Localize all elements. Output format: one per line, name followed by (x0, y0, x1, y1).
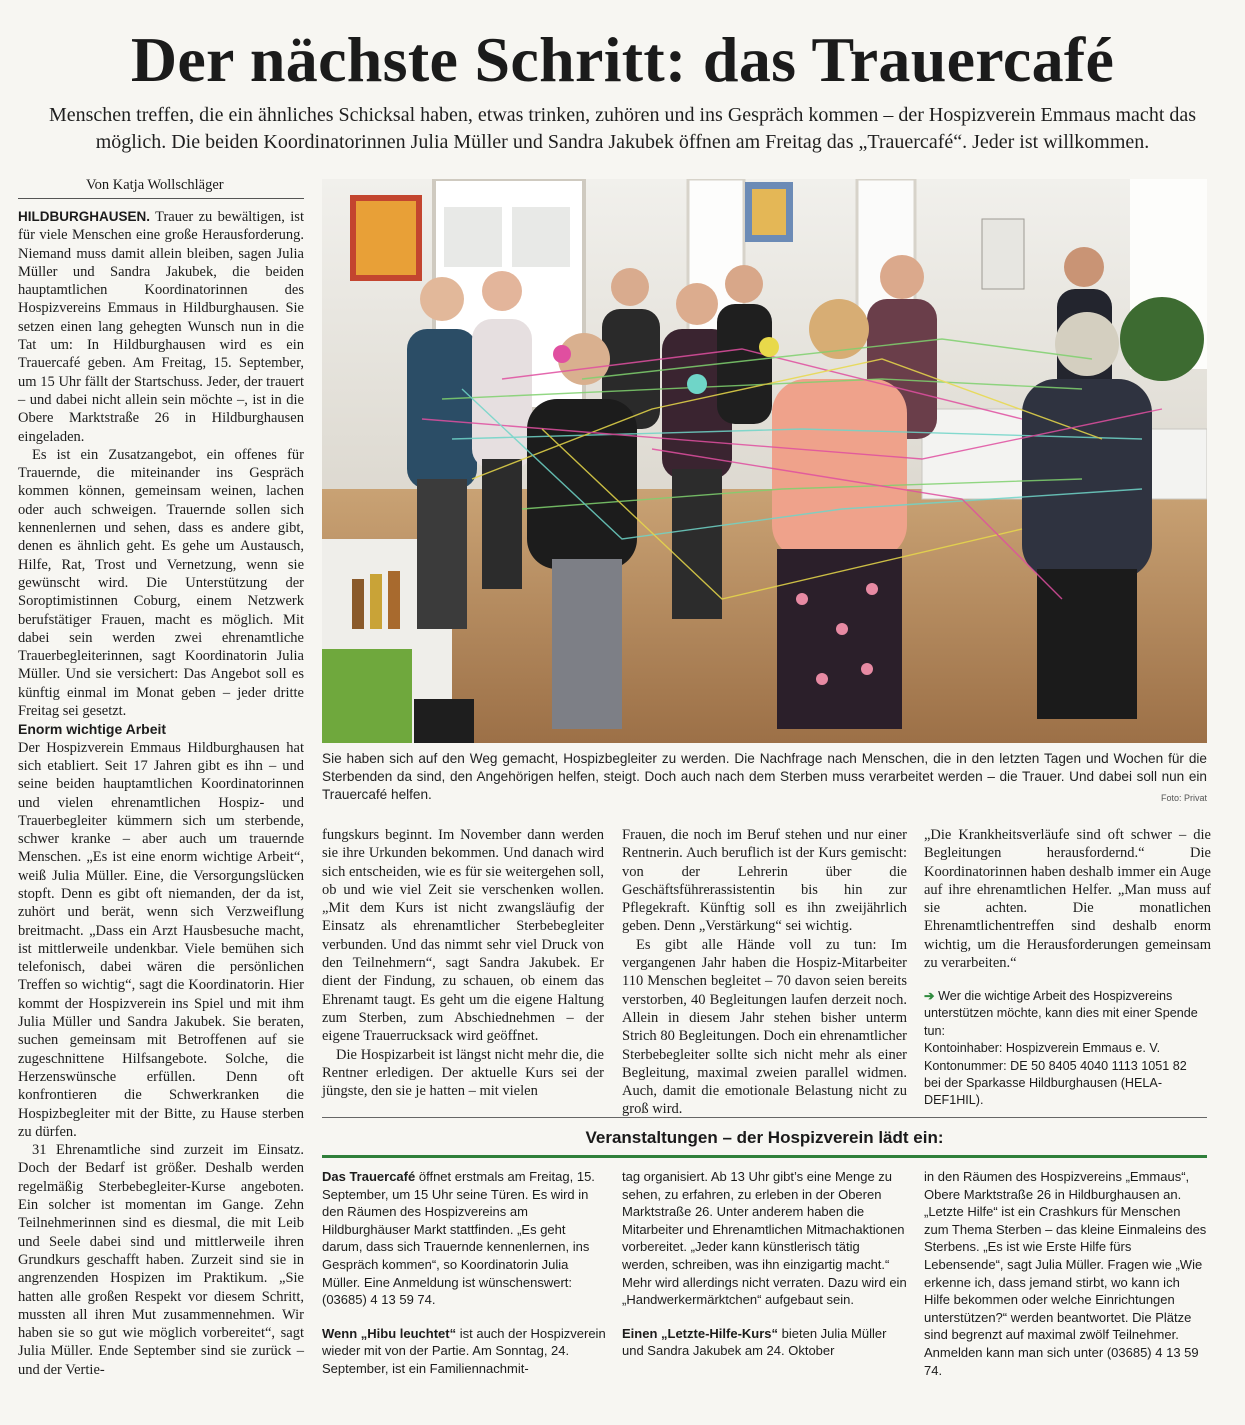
article-paragraph (18, 208, 304, 446)
article-paragraph: Es ist ein Zusatzangebot, ein offenes für Trauernde, die miteinander ins Gespräch kommen können, gemeinsam weinen, lachen oder auch schweigen. Trauernde sollen sich kennenlernen und sehen, dass es andere gibt, denen es ähnlich geht. Es gehe um Austausch, Hilfe, Rat, Trost und Vernetzung, wenn sie gewünscht wird. Die Unterstützung der Soroptimistinnen Coburg, einem Netzwerk berufstätiger Frauen, macht es möglich. Mit dabei sein werden zwei ehrenamtliche Trauerbegleiterinnen, sagt Koordinatorin Julia Müller. Und sie versichert: Das Angebot soll es künftig einmal im Monat geben – jeder dritte Freitag sei gesetzt. (18, 446, 304, 720)
event-title: Wenn „Hibu leuchtet“ (322, 1325, 457, 1341)
donation-intro-text: Wer die wichtige Arbeit des Hospizvereins unterstützen möchte, kann dies mit einer Spende tun: (924, 989, 1198, 1038)
article-paragraph: Die Hospizarbeit ist längst nicht mehr die, die Rentner erledigen. Der aktuelle Kurs sei der jüngste, den sie je hatten – mit vielen (322, 1046, 604, 1100)
group-photo-illustration (322, 179, 1207, 743)
event-text: bieten Julia Müller und Sandra Jakubek am 24. Oktober (622, 1325, 887, 1359)
donation-info-box (924, 988, 1214, 1110)
article-column-2 (322, 826, 604, 1100)
photo-caption: Sie haben sich auf den Weg gemacht, Hospizbegleiter zu werden. Die Nachfrage nach Menschen, die in den letzten Tagen und Wochen für die Sterbenden da sind, den Angehörigen helfen, steigt. Doch auch nach dem Sterben muss verarbeitet werden – die Trauer. Und dabei soll nun ein Trauercafé helfen. (322, 751, 1207, 802)
donation-intro (924, 988, 1214, 1040)
arrow-right-icon: ➔ (924, 989, 935, 1003)
byline-rule (18, 198, 304, 199)
article-column-3 (622, 826, 907, 1119)
dateline: HILDBURGHAUSEN. (18, 209, 151, 224)
article-paragraph: „Die Krankheitsverläufe sind oft schwer – die Begleitungen herausfordernd.“ Die Koordinatorinnen haben deshalb immer ein Auge auf ihre ehrenamtlichen Helfer. „Man muss auf sie achten. Die monatlichen Ehrenamtlichentreffen sind deshalb enorm wichtig, um die Herausforderungen gemeinsam zu verarbeiten.“ (924, 827, 1211, 972)
article-paragraph: fungskurs beginnt. Im November dann werden sie ihre Urkunden bekommen. Und danach wird sich entscheiden, wie es für sie weitergehen soll, ob und wie viel Zeit sie verschenken wollen. „Mit dem Kurs ist nicht zwangsläufig der Einsatz als ehrenamtlicher Sterbebegleiter verbunden. Und das nimmt sehr viel Druck von den Teilnehmern“, sagt Sandra Jakubek. Er dient der Findung, zu schauen, ob einem das Ehrenamt taugt. Es geht um die eigene Haltung zum Sterben, zum Abschiednehmen – der eigene Trauerrucksack wird geöffnet. (322, 827, 604, 1045)
events-column-2 (622, 1168, 908, 1360)
events-column-1 (322, 1168, 606, 1378)
events-title: Veranstaltungen – der Hospizverein lädt ein: (585, 1128, 944, 1147)
paragraph-text: Trauer zu bewältigen, ist für viele Menschen eine große Herausforderung. Niemand muss damit allein bleiben, sagen Julia Müller und Sandra Jakubek, die beiden hauptamtlichen Koordinatorinnen des Hospizvereins Emmaus in Hildburghausen. Sie setzen einen lang gehegten Wunsch nun in die Tat um: In Hildburghausen wird es ein Trauercafé geben. Am Freitag, 15. September, um 15 Uhr fällt der Startschuss. Jeder, der trauert – und dabei nicht allein sein möchte –, ist in die Obere Marktstraße 26 in Hildburghausen eingeladen. (18, 209, 304, 445)
headline: Der nächste Schritt: das Trauercafé (130, 24, 1115, 95)
event-title: Das Trauercafé (322, 1169, 416, 1184)
event-hibu-leuchtet (322, 1325, 606, 1378)
events-rule (322, 1155, 1207, 1158)
article-photo (322, 179, 1207, 743)
article-column-1 (18, 208, 304, 1418)
account-holder: Kontoinhaber: Hospizverein Emmaus e. V. (924, 1041, 1161, 1056)
byline: Von Katja Wollschläger (86, 177, 224, 193)
article-paragraph: Der Hospizverein Emmaus Hildburghausen hat sich etabliert. Seit 17 Jahren gibt es ihn – und seine beiden hauptamtlichen Koordinatorinnen und vielen ehrenamtlichen Hospiz- und Trauerbegleiter kümmern sich um sterbende, schwer kranke – aber auch um trauernde Menschen. „Es ist eine enorm wichtige Arbeit“, weiß Julia Müller. Eine, die Versorgungslücken stopft. Denn es gibt oft niemanden, der da ist, zuhört und berät, wenn sich Verzweiflung breitmacht. „Dass ein Arzt Hausbesuche macht, ist mittlerweile undenkbar. Viele bemühen sich telefonisch, dabei wären die persönlichen Treffen so wichtig“, sagt die Koordinatorin. Hier kommt der Hospizverein ins Spiel und mit ihm Julia Müller und Sandra Jakubek. Sie beraten, suchen gemeinsam mit Betroffenen auf sie zugeschnittene Hilfsangebote. Solche, die Herzenswünsche erfüllen. Denn oft konfrontieren die Schwerkranken die Hospizbegleiter mit der Bitte, zu Hause sterben zu dürfen. (18, 739, 304, 1140)
subheading: Enorm wichtige Arbeit (18, 721, 167, 738)
article-paragraph: Es gibt alle Hände voll zu tun: Im vergangenen Jahr haben die Hospiz-Mitarbeiter 110 Menschen begleitet – 70 davon seien bereits verstorben, 40 Begleitungen laufen derzeit noch. Allein in diesem Jahr stehen bisher unterm Strich 80 Begleitungen. Doch ein ehrenamtlicher Sterbebegleiter sollte sich nicht mehr als einer Begleitung, maximal zweien parallel widmen. Auch, damit die emotionale Belastung nicht zu groß wird. (622, 936, 907, 1118)
article-paragraph: Frauen, die noch im Beruf stehen und nur einer Rentnerin. Auch beruflich ist der Kurs gemischt: von der Lehrerin über die Geschäftsführerassistentin bis hin zur Pflegekraft. Künftig soll es ihn zweijährlich geben. Denn „Verstärkung“ sei wichtig. (622, 827, 907, 935)
event-letzte-hilfe-continued: in den Räumen des Hospizvereins „Emmaus“, Obere Marktstraße 26 in Hildburghausen an. „Letzte Hilfe“ ist ein Crashkurs für Menschen zum Thema Sterben – das kleine Einmaleins des Sterbens. „Es ist wie Erste Hilfe fürs Lebensende“, sagt Julia Müller. Fragen wie „Wie erkenne ich, dass jemand stirbt, wo kann ich Hilfe bekommen oder welche Einrichtungen unterstützen?“ werden beantwortet. Die Plätze sind begrenzt auf maximal zwölf Teilnehmer. Anmelden kann man sich unter (03685) 4 13 59 74. (924, 1169, 1207, 1378)
event-trauercafe (322, 1168, 606, 1309)
article-paragraph: 31 Ehrenamtliche sind zurzeit im Einsatz. Doch der Bedarf ist größer. Deshalb werden regelmäßig Sterbebegleiter-Kurse angeboten. Ein solcher ist momentan im Gange. Zehn Teilnehmerinnen sind es diesmal, die mit Leib und Seele dabei sind und mittlerweile ihren Grundkurs geschafft haben. Zurzeit sind sie in angrenzenden Hospizen im Praktikum. „Sie hatten alle großen Respekt vor diesem Schritt, mussten all ihren Mut zusammennehmen. Wir haben sie so gut wie möglich vorbereitet“, sagt Julia Müller. Ende September sind sie zurück – und der Vertie- (18, 1142, 304, 1378)
lead-paragraph: Menschen treffen, die ein ähnliches Schicksal haben, etwas trinken, zuhören und ins Gespräch kommen – der Hospizverein Emmaus macht das möglich. Die beiden Koordinatorinnen Julia Müller und Sandra Jakubek öffnen am Freitag das „Trauercafé“. Jeder ist willkommen. (48, 104, 1197, 153)
photo-credit: Foto: Privat (1160, 793, 1207, 803)
event-text: öffnet erstmals am Freitag, 15. September, um 15 Uhr seine Türen. Es wird in den Räumen des Hospizvereins am Hildburghäuser Markt stattfinden. „Es geht darum, dass sich Trauernde kennenlernen, ins Gespräch kommen“, so Koordinatorin Julia Müller. Eine Anmeldung ist wünschenswert: (03685) 4 13 59 74. (322, 1169, 595, 1308)
article-column-4 (924, 826, 1211, 972)
events-top-rule (322, 1117, 1207, 1118)
event-hibu-continued: tag organisiert. Ab 13 Uhr gibt’s eine Menge zu sehen, zu erfahren, zu erleben in der Oberen Marktstraße 26. Unter anderem haben die Mitarbeiter und Ehrenamtlichen Mitmachaktionen vorbereitet. „Jeder kann künstlerisch tätig werden, schreiben, was ihn einzigartig macht.“ Mehr wird allerdings nicht verraten. Dazu wird ein „Handwerkermärktchen“ aufgebaut sein. (622, 1169, 907, 1308)
event-text: ist auch der Hospizverein wieder mit von der Partie. Am Sonntag, 24. September, ist ein Familiennachmit- (322, 1325, 606, 1376)
account-number: Kontonummer: DE 50 8405 4040 1113 1051 82 (924, 1058, 1187, 1073)
event-letzte-hilfe (622, 1325, 908, 1360)
bank-name: bei der Sparkasse Hildburghausen (HELA-DEF1HIL). (924, 1076, 1163, 1108)
event-title: Einen „Letzte-Hilfe-Kurs“ (622, 1325, 779, 1341)
events-column-3 (924, 1168, 1208, 1379)
